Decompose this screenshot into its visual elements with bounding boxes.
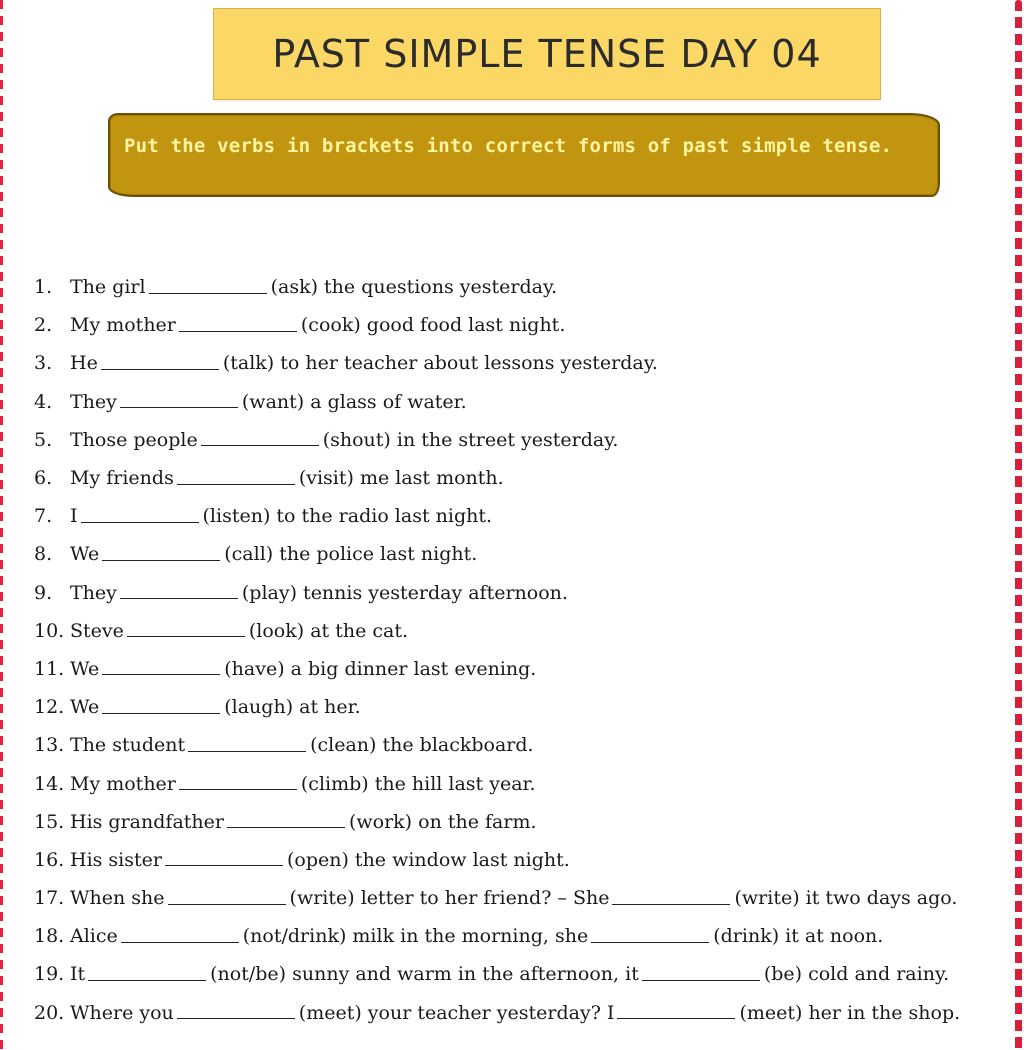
exercise-row [34, 726, 1014, 764]
exercise-number: 16. [34, 848, 65, 871]
exercise-text: (visit) me last month. [298, 467, 504, 490]
answer-blank[interactable] [102, 544, 220, 561]
exercise-row [34, 841, 1014, 879]
exercise-subject: His sister [70, 848, 162, 871]
exercise-number: 15. [34, 810, 65, 833]
exercise-row [34, 497, 1014, 535]
exercise-row [34, 268, 1014, 306]
answer-blank[interactable] [179, 773, 297, 790]
exercise-row [34, 383, 1014, 421]
exercise-text: (work) on the farm. [348, 810, 537, 833]
exercise-subject: My friends [70, 467, 174, 490]
exercise-subject: The student [70, 734, 186, 757]
exercise-number: 14. [34, 772, 65, 795]
exercise-text: (call) the police last night. [224, 543, 478, 566]
exercise-subject: Where you [70, 1001, 174, 1024]
exercise-text-second: (write) it two days ago. [734, 887, 958, 910]
exercise-number: 9. [34, 581, 53, 604]
exercise-number: 18. [34, 925, 65, 948]
exercise-row [34, 459, 1014, 497]
exercise-row [34, 688, 1014, 726]
exercise-subject: My mother [70, 314, 176, 337]
exercise-text: (laugh) at her. [224, 696, 361, 719]
answer-blank-second[interactable] [591, 926, 709, 943]
exercise-subject: My mother [70, 772, 176, 795]
exercise-number: 10. [34, 619, 65, 642]
exercise-number: 2. [34, 314, 53, 337]
exercise-number: 12. [34, 696, 65, 719]
answer-blank[interactable] [177, 468, 295, 485]
exercise-row [34, 994, 1014, 1032]
exercise-number: 20. [34, 1001, 65, 1024]
exercise-subject: Those people [70, 428, 198, 451]
answer-blank-second[interactable] [642, 964, 760, 981]
answer-blank[interactable] [149, 277, 267, 294]
exercise-text: (meet) your teacher yesterday? I [298, 1001, 615, 1024]
exercise-text: (have) a big dinner last evening. [224, 657, 537, 680]
instruction-text: Put the verbs in brackets into correct forms of past simple tense. [124, 135, 893, 157]
exercise-subject: He [70, 352, 98, 375]
exercise-subject: His grandfather [70, 810, 224, 833]
exercise-row [34, 574, 1014, 612]
exercise-row [34, 955, 1014, 993]
exercise-text: (not/drink) milk in the morning, she [242, 925, 589, 948]
answer-blank[interactable] [120, 582, 238, 599]
exercise-number: 6. [34, 467, 53, 490]
exercise-text-second: (meet) her in the shop. [739, 1001, 961, 1024]
exercise-text: (look) at the cat. [248, 619, 409, 642]
instruction-banner [108, 113, 940, 197]
exercise-subject: When she [70, 887, 165, 910]
exercise-list [34, 268, 1014, 1032]
exercise-row [34, 650, 1014, 688]
exercise-subject: They [70, 390, 117, 413]
exercise-text: (ask) the questions yesterday. [270, 276, 558, 299]
exercise-subject: We [70, 543, 100, 566]
exercise-subject: They [70, 581, 117, 604]
exercise-subject: The girl [70, 276, 146, 299]
answer-blank[interactable] [102, 658, 220, 675]
exercise-text-second: (drink) it at noon. [713, 925, 884, 948]
exercise-text: (open) the window last night. [286, 848, 570, 871]
exercise-row [34, 764, 1014, 802]
exercise-text: (listen) to the radio last night. [202, 505, 493, 528]
answer-blank[interactable] [88, 964, 206, 981]
exercise-row [34, 421, 1014, 459]
exercise-number: 13. [34, 734, 65, 757]
answer-blank[interactable] [201, 429, 319, 446]
exercise-text: (write) letter to her friend? – She [289, 887, 610, 910]
exercise-subject: I [70, 505, 78, 528]
title-box [213, 8, 881, 100]
exercise-row [34, 879, 1014, 917]
answer-blank[interactable] [101, 353, 219, 370]
right-border-decoration [1015, 0, 1022, 1050]
answer-blank[interactable] [227, 811, 345, 828]
exercise-row [34, 803, 1014, 841]
exercise-number: 8. [34, 543, 53, 566]
exercise-text: (clean) the blackboard. [310, 734, 534, 757]
exercise-text: (climb) the hill last year. [300, 772, 536, 795]
exercise-row [34, 917, 1014, 955]
exercise-subject: Alice [70, 925, 118, 948]
answer-blank-second[interactable] [617, 1002, 735, 1019]
exercise-number: 1. [34, 276, 53, 299]
page-title: PAST SIMPLE TENSE DAY 04 [272, 32, 822, 76]
exercise-subject: It [70, 963, 86, 986]
answer-blank[interactable] [102, 697, 220, 714]
answer-blank[interactable] [121, 926, 239, 943]
exercise-number: 19. [34, 963, 65, 986]
answer-blank[interactable] [188, 735, 306, 752]
exercise-text: (talk) to her teacher about lessons yesterday. [222, 352, 658, 375]
exercise-number: 7. [34, 505, 53, 528]
exercise-row [34, 612, 1014, 650]
answer-blank[interactable] [81, 506, 199, 523]
answer-blank-second[interactable] [612, 888, 730, 905]
exercise-subject: We [70, 696, 100, 719]
exercise-row [34, 344, 1014, 382]
answer-blank[interactable] [127, 620, 245, 637]
exercise-text: (want) a glass of water. [241, 390, 467, 413]
exercise-text: (play) tennis yesterday afternoon. [241, 581, 568, 604]
exercise-row [34, 306, 1014, 344]
exercise-number: 4. [34, 390, 53, 413]
answer-blank[interactable] [179, 315, 297, 332]
exercise-text: (not/be) sunny and warm in the afternoon, it [210, 963, 639, 986]
exercise-row [34, 535, 1014, 573]
answer-blank[interactable] [165, 849, 283, 866]
answer-blank[interactable] [177, 1002, 295, 1019]
answer-blank[interactable] [168, 888, 286, 905]
answer-blank[interactable] [120, 391, 238, 408]
exercise-text: (shout) in the street yesterday. [322, 428, 619, 451]
exercise-number: 3. [34, 352, 53, 375]
exercise-text: (cook) good food last night. [300, 314, 566, 337]
exercise-subject: We [70, 657, 100, 680]
left-border-decoration [0, 0, 3, 1050]
exercise-subject: Steve [70, 619, 124, 642]
exercise-number: 11. [34, 657, 65, 680]
exercise-text-second: (be) cold and rainy. [763, 963, 950, 986]
exercise-number: 5. [34, 428, 53, 451]
exercise-number: 17. [34, 887, 65, 910]
